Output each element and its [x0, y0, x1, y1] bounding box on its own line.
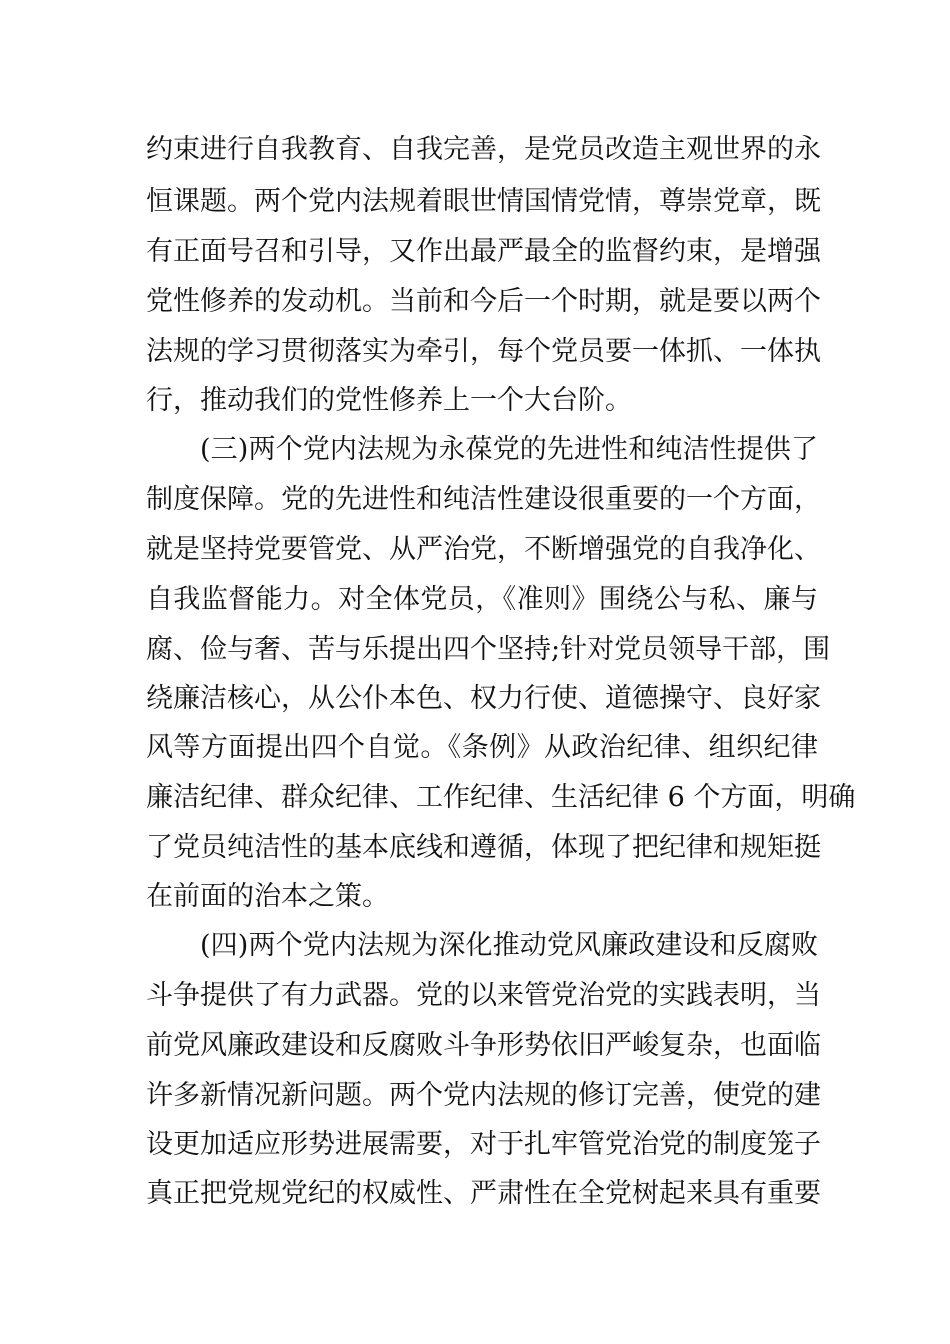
text-line: 绕廉洁核心，从公仆本色、权力行使、道德操守、良好家 [146, 683, 821, 714]
paragraph-start-line: (三)两个党内法规为永葆党的先进性和纯洁性提供了 [200, 434, 818, 465]
text-line: 党性修养的发动机。当前和今后一个时期，就是要以两个 [146, 286, 821, 317]
text-line: 就是坚持党要管党、从严治党，不断增强党的自我净化、 [146, 534, 821, 565]
text-line: 有正面号召和引导，又作出最严最全的监督约束，是增强 [146, 236, 821, 267]
text-line: 了党员纯洁性的基本底线和遵循，体现了把纪律和规矩挺 [146, 832, 821, 863]
text-line: 在前面的治本之策。 [146, 881, 389, 912]
text-line: 法规的学习贯彻落实为牵引，每个党员要一体抓、一体执 [146, 336, 821, 367]
text-line: 前党风廉政建设和反腐败斗争形势依旧严峻复杂，也面临 [146, 1030, 821, 1061]
text-line: 腐、俭与奢、苦与乐提出四个坚持;针对党员领导干部，围 [146, 634, 831, 665]
text-line: 自我监督能力。对全体党员，《准则》围绕公与私、廉与 [146, 584, 818, 615]
text-line: 真正把党规党纪的权威性、严肃性在全党树起来具有重要 [146, 1178, 821, 1209]
text-line: 约束进行自我教育、自我完善，是党员改造主观世界的永 [146, 134, 821, 165]
text-line: 许多新情况新问题。两个党内法规的修订完善，使党的建 [146, 1080, 821, 1111]
paragraph-start-line: (四)两个党内法规为深化推动党风廉政建设和反腐败 [200, 930, 818, 961]
text-line: 斗争提供了有力武器。党的以来管党治党的实践表明，当 [146, 980, 821, 1011]
text-line: 设更加适应形势进展需要，对于扎牢管党治党的制度笼子 [146, 1129, 821, 1160]
text-line: 行，推动我们的党性修养上一个大台阶。 [146, 385, 632, 416]
text-line: 风等方面提出四个自觉。《条例》从政治纪律、组织纪律 [146, 732, 818, 763]
text-line: 恒课题。两个党内法规着眼世情国情党情，尊崇党章，既 [146, 186, 821, 217]
text-line: 廉洁纪律、群众纪律、工作纪律、生活纪律 6 个方面，明确 [146, 782, 856, 813]
text-line: 制度保障。党的先进性和纯洁性建设很重要的一个方面， [146, 484, 821, 515]
